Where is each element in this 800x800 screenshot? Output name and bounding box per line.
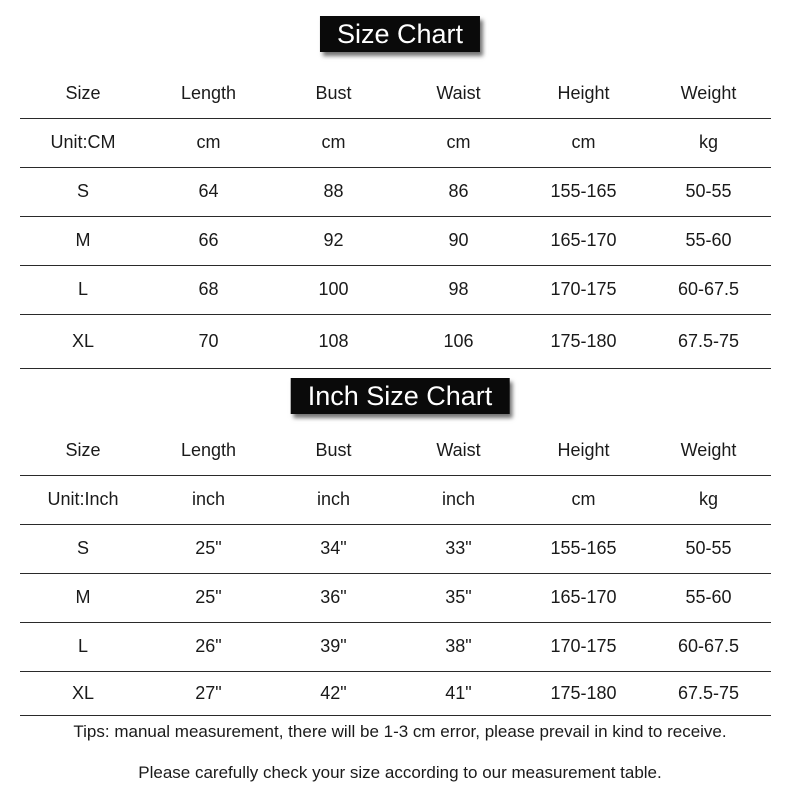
table-cell: cm [271, 118, 396, 167]
header-length: Length [146, 426, 271, 475]
table-cell: L [20, 622, 146, 671]
inch-size-chart-title: Inch Size Chart [291, 378, 510, 414]
header-weight: Weight [646, 426, 771, 475]
table-cell: Unit:CM [20, 118, 146, 167]
table-cell: 60-67.5 [646, 265, 771, 314]
table-cell: 36" [271, 573, 396, 622]
table-cell: 34" [271, 524, 396, 573]
table-cell: L [20, 265, 146, 314]
inch-size-table [20, 426, 771, 716]
table-cell: 41" [396, 671, 521, 715]
table-cell: 155-165 [521, 167, 646, 216]
table-cell: 92 [271, 216, 396, 265]
table-cell: 175-180 [521, 671, 646, 715]
table-cell: XL [20, 671, 146, 715]
table-row-m [20, 573, 771, 622]
table-cell: 25" [146, 573, 271, 622]
table-cell: Unit:Inch [20, 475, 146, 524]
table-cell: 66 [146, 216, 271, 265]
table-row-xl [20, 314, 771, 368]
table-cell: 68 [146, 265, 271, 314]
table-cell: 90 [396, 216, 521, 265]
table-row-unit [20, 118, 771, 167]
cm-size-table [20, 69, 771, 369]
table-row-unit [20, 475, 771, 524]
table-cell: 170-175 [521, 622, 646, 671]
header-bust: Bust [271, 69, 396, 118]
table-cell: 60-67.5 [646, 622, 771, 671]
table-cell: 26" [146, 622, 271, 671]
table-cell: inch [396, 475, 521, 524]
measurement-tip: Tips: manual measurement, there will be 1-3 cm error, please prevail in kind to receive. [73, 722, 727, 741]
table-cell: cm [521, 475, 646, 524]
table-cell: 35" [396, 573, 521, 622]
table-header-row [20, 69, 771, 118]
table-row-m [20, 216, 771, 265]
table-cell: XL [20, 314, 146, 368]
table-cell: 88 [271, 167, 396, 216]
table-cell: 33" [396, 524, 521, 573]
table-cell: M [20, 573, 146, 622]
header-size: Size [20, 69, 146, 118]
table-cell: S [20, 524, 146, 573]
table-cell: 50-55 [646, 167, 771, 216]
table-cell: 155-165 [521, 524, 646, 573]
table-cell: S [20, 167, 146, 216]
size-check-note: Please carefully check your size according to our measurement table. [138, 763, 662, 782]
table-cell: 55-60 [646, 573, 771, 622]
table-cell: 86 [396, 167, 521, 216]
table-cell: 98 [396, 265, 521, 314]
header-bust: Bust [271, 426, 396, 475]
table-cell: 27" [146, 671, 271, 715]
table-cell: 170-175 [521, 265, 646, 314]
table-cell: 100 [271, 265, 396, 314]
header-height: Height [521, 426, 646, 475]
table-cell: cm [521, 118, 646, 167]
table-cell: 38" [396, 622, 521, 671]
table-cell: 106 [396, 314, 521, 368]
table-cell: inch [146, 475, 271, 524]
table-row-l [20, 265, 771, 314]
table-row-xl [20, 671, 771, 715]
table-cell: 175-180 [521, 314, 646, 368]
table-cell: M [20, 216, 146, 265]
table-header-row [20, 426, 771, 475]
table-cell: kg [646, 475, 771, 524]
table-cell: 67.5-75 [646, 671, 771, 715]
table-cell: 50-55 [646, 524, 771, 573]
header-length: Length [146, 69, 271, 118]
table-cell: inch [271, 475, 396, 524]
table-row-s [20, 524, 771, 573]
header-height: Height [521, 69, 646, 118]
table-cell: 165-170 [521, 216, 646, 265]
table-cell: 25" [146, 524, 271, 573]
table-cell: 39" [271, 622, 396, 671]
table-cell: 165-170 [521, 573, 646, 622]
table-cell: 55-60 [646, 216, 771, 265]
table-cell: 67.5-75 [646, 314, 771, 368]
table-cell: 64 [146, 167, 271, 216]
table-cell: kg [646, 118, 771, 167]
table-row-s [20, 167, 771, 216]
table-cell: cm [146, 118, 271, 167]
table-cell: 108 [271, 314, 396, 368]
header-weight: Weight [646, 69, 771, 118]
table-cell: cm [396, 118, 521, 167]
header-size: Size [20, 426, 146, 475]
header-waist: Waist [396, 426, 521, 475]
table-cell: 42" [271, 671, 396, 715]
size-chart-title: Size Chart [320, 16, 480, 52]
header-waist: Waist [396, 69, 521, 118]
table-row-l [20, 622, 771, 671]
table-cell: 70 [146, 314, 271, 368]
